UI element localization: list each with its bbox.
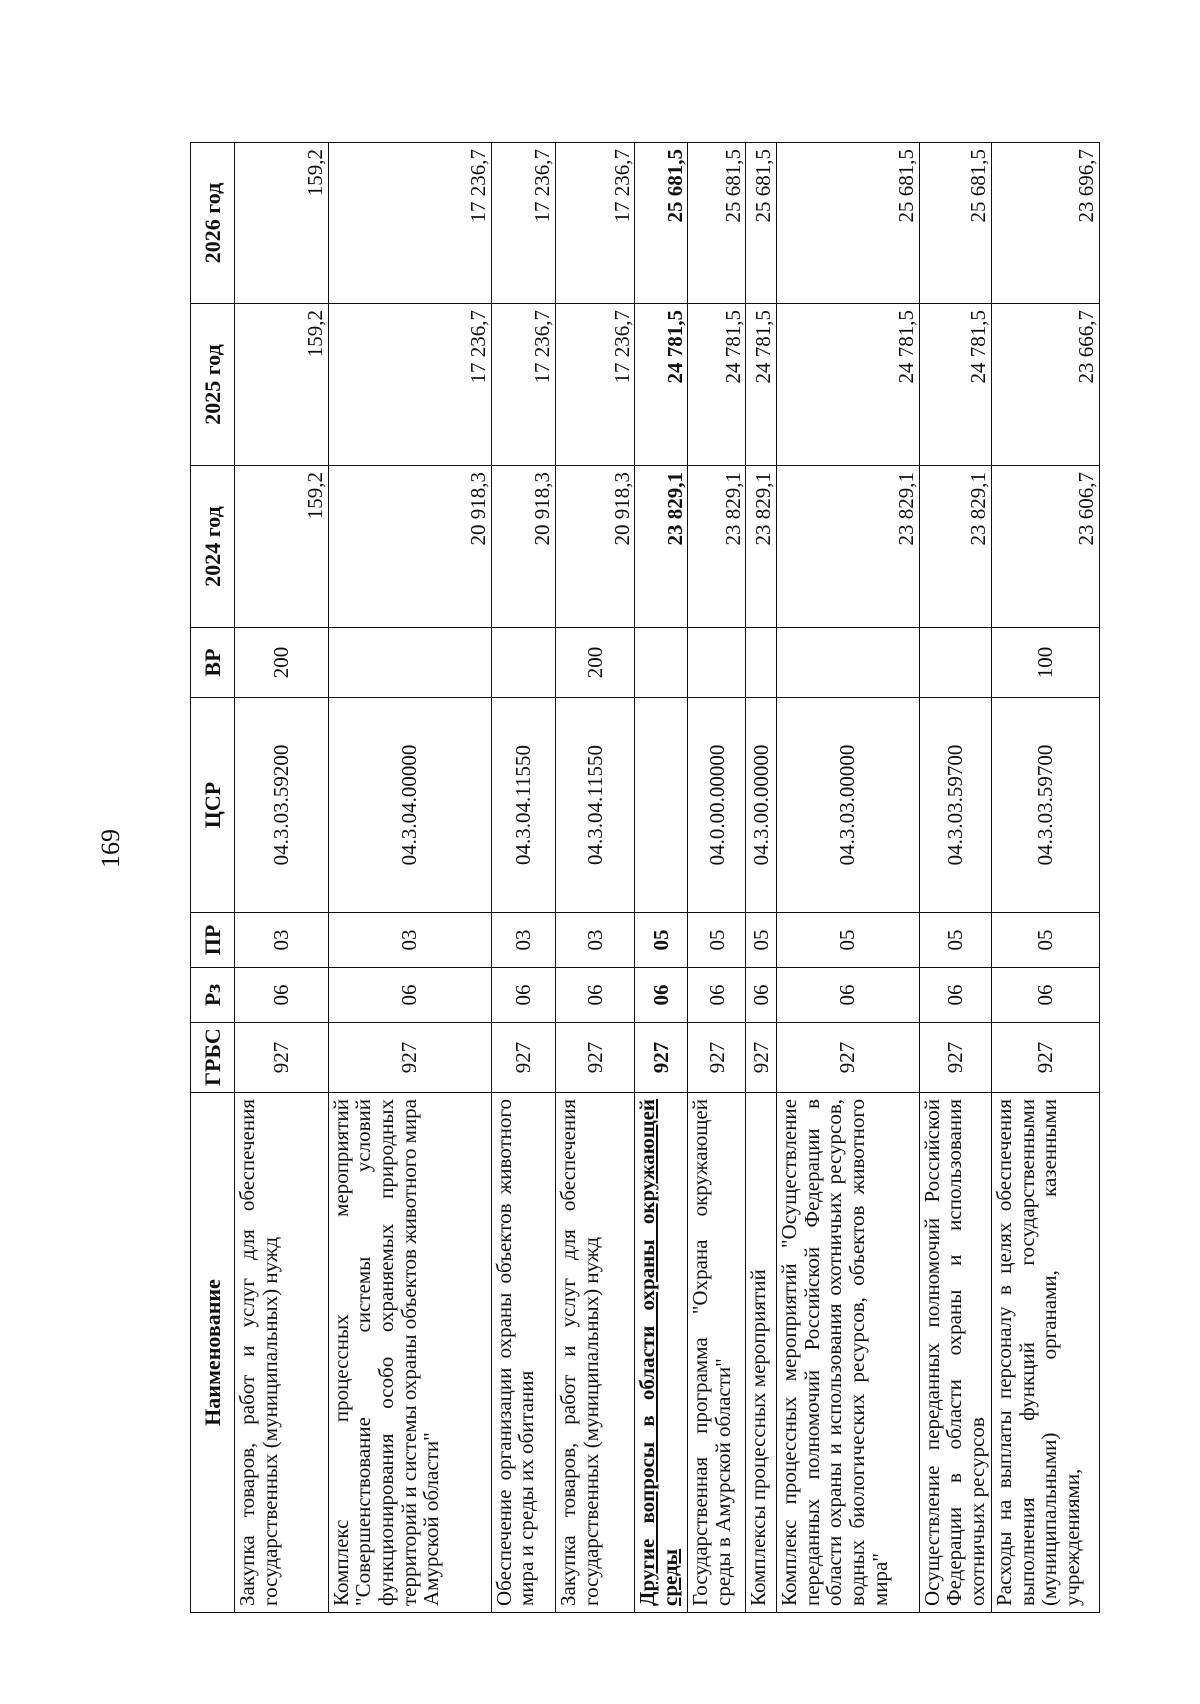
cell-grbs: 927 [328, 1023, 491, 1093]
header-csr: ЦСР [191, 698, 235, 913]
table-row [688, 143, 746, 1613]
cell-pr: 05 [776, 913, 919, 968]
cell-rz: 06 [235, 968, 329, 1023]
cell-name: Комплекс процессных мероприятий "Осуществление переданных полномочий Российской Федерации в области охраны и использования охотничьих ресурсов, водных биологических ресурсов, объектов животного мира" [776, 1093, 919, 1613]
cell-y2024: 20 918,3 [491, 466, 555, 628]
cell-pr: 03 [491, 913, 555, 968]
cell-pr: 05 [635, 913, 688, 968]
cell-vr [635, 628, 688, 698]
table-row [491, 143, 555, 1613]
header-pr: ПР [191, 913, 235, 968]
cell-grbs: 927 [776, 1023, 919, 1093]
cell-y2026: 25 681,5 [919, 143, 991, 304]
table-row [555, 143, 634, 1613]
cell-vr: 200 [555, 628, 634, 698]
cell-name: Закупка товаров, работ и услуг для обеспечения государственных (муниципальных) нужд [235, 1093, 329, 1613]
cell-grbs: 927 [746, 1023, 777, 1093]
cell-y2026: 25 681,5 [746, 143, 777, 304]
cell-y2026: 17 236,7 [328, 143, 491, 304]
cell-y2026: 25 681,5 [688, 143, 746, 304]
cell-rz: 06 [328, 968, 491, 1023]
cell-rz: 06 [919, 968, 991, 1023]
cell-name: Комплекс процессных мероприятий "Совершенствование системы условий функционирования особо охраняемых природных территорий и системы охраны объектов животного мира Амурской области" [328, 1093, 491, 1613]
header-rz: Рз [191, 968, 235, 1023]
cell-vr: 100 [991, 628, 1099, 698]
cell-y2025: 24 781,5 [635, 304, 688, 466]
cell-pr: 05 [919, 913, 991, 968]
header-2025: 2025 год [191, 304, 235, 466]
cell-rz: 06 [776, 968, 919, 1023]
cell-y2024: 23 829,1 [919, 466, 991, 628]
rotated-table-container [190, 143, 1100, 1613]
cell-pr: 05 [746, 913, 777, 968]
cell-rz: 06 [746, 968, 777, 1023]
cell-y2026: 25 681,5 [635, 143, 688, 304]
cell-csr: 04.3.03.59200 [235, 698, 329, 913]
table-row [635, 143, 688, 1613]
cell-pr: 03 [555, 913, 634, 968]
cell-y2024: 23 829,1 [776, 466, 919, 628]
cell-csr: 04.3.04.00000 [328, 698, 491, 913]
cell-name: Осуществление переданных полномочий Российской Федерации в области охраны и использования охотничьих ресурсов [919, 1093, 991, 1613]
cell-y2024: 20 918,3 [555, 466, 634, 628]
cell-csr: 04.3.04.11550 [555, 698, 634, 913]
cell-y2026: 159,2 [235, 143, 329, 304]
cell-name: Государственная программа "Охрана окружающей среды в Амурской области" [688, 1093, 746, 1613]
cell-grbs: 927 [555, 1023, 634, 1093]
cell-y2026: 17 236,7 [555, 143, 634, 304]
header-2024: 2024 год [191, 466, 235, 628]
cell-vr [919, 628, 991, 698]
cell-y2025: 23 666,7 [991, 304, 1099, 466]
cell-csr: 04.3.03.59700 [991, 698, 1099, 913]
cell-csr: 04.3.00.00000 [746, 698, 777, 913]
cell-pr: 05 [991, 913, 1099, 968]
cell-csr: 04.0.00.00000 [688, 698, 746, 913]
cell-name: Обеспечение организации охраны объектов животного мира и среды их обитания [491, 1093, 555, 1613]
cell-y2025: 24 781,5 [746, 304, 777, 466]
cell-vr [491, 628, 555, 698]
cell-grbs: 927 [635, 1023, 688, 1093]
cell-y2026: 23 696,7 [991, 143, 1099, 304]
cell-pr: 03 [328, 913, 491, 968]
cell-y2025: 24 781,5 [688, 304, 746, 466]
header-vr: ВР [191, 628, 235, 698]
cell-grbs: 927 [688, 1023, 746, 1093]
cell-grbs: 927 [919, 1023, 991, 1093]
cell-csr: 04.3.04.11550 [491, 698, 555, 913]
budget-table [190, 142, 1100, 1613]
cell-pr: 05 [688, 913, 746, 968]
table-row [328, 143, 491, 1613]
cell-rz: 06 [555, 968, 634, 1023]
header-row [191, 143, 235, 1613]
cell-rz: 06 [688, 968, 746, 1023]
cell-y2024: 23 606,7 [991, 466, 1099, 628]
cell-csr: 04.3.03.59700 [919, 698, 991, 913]
cell-name: Расходы на выплаты персоналу в целях обеспечения выполнения функций государственными (муниципальными) органами, казенными учреждениями, [991, 1093, 1099, 1613]
cell-y2025: 17 236,7 [328, 304, 491, 466]
table-row [235, 143, 329, 1613]
cell-pr: 03 [235, 913, 329, 968]
page-number: 169 [96, 829, 125, 868]
cell-name: Другие вопросы в области охраны окружающей среды [635, 1093, 688, 1613]
cell-grbs: 927 [991, 1023, 1099, 1093]
table-body [235, 143, 1100, 1613]
cell-vr [776, 628, 919, 698]
cell-y2025: 24 781,5 [776, 304, 919, 466]
cell-y2024: 23 829,1 [635, 466, 688, 628]
cell-y2026: 17 236,7 [491, 143, 555, 304]
header-name: Наименование [191, 1093, 235, 1613]
cell-vr [746, 628, 777, 698]
cell-y2024: 20 918,3 [328, 466, 491, 628]
header-2026: 2026 год [191, 143, 235, 304]
table-row [746, 143, 777, 1613]
cell-grbs: 927 [235, 1023, 329, 1093]
cell-y2024: 23 829,1 [746, 466, 777, 628]
cell-vr: 200 [235, 628, 329, 698]
cell-y2024: 159,2 [235, 466, 329, 628]
cell-vr [688, 628, 746, 698]
cell-rz: 06 [635, 968, 688, 1023]
cell-name: Закупка товаров, работ и услуг для обеспечения государственных (муниципальных) нужд [555, 1093, 634, 1613]
table-row [919, 143, 991, 1613]
cell-csr: 04.3.03.00000 [776, 698, 919, 913]
cell-y2026: 25 681,5 [776, 143, 919, 304]
cell-name: Комплексы процессных мероприятий [746, 1093, 777, 1613]
cell-y2025: 17 236,7 [491, 304, 555, 466]
cell-rz: 06 [491, 968, 555, 1023]
cell-csr [635, 698, 688, 913]
cell-y2024: 23 829,1 [688, 466, 746, 628]
cell-y2025: 24 781,5 [919, 304, 991, 466]
table-row [991, 143, 1099, 1613]
header-grbs: ГРБС [191, 1023, 235, 1093]
cell-y2025: 159,2 [235, 304, 329, 466]
cell-y2025: 17 236,7 [555, 304, 634, 466]
cell-rz: 06 [991, 968, 1099, 1023]
table-row [776, 143, 919, 1613]
cell-grbs: 927 [491, 1023, 555, 1093]
cell-vr [328, 628, 491, 698]
